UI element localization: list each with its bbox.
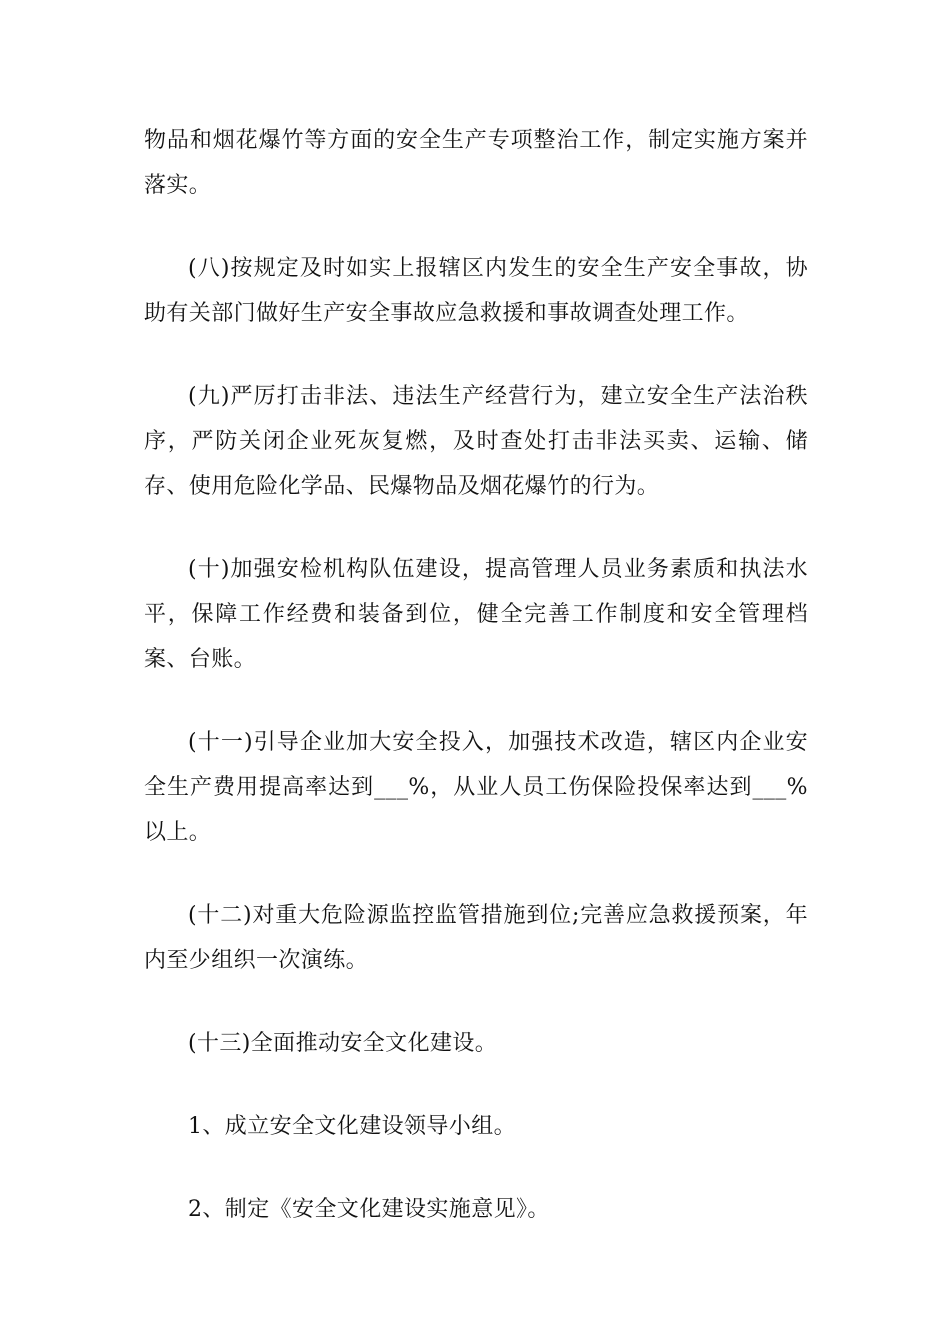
paragraph-item-10: (十)加强安检机构队伍建设，提高管理人员业务素质和执法水平，保障工作经费和装备到位，健全完善工作制度和安全管理档案、台账。 xyxy=(144,557,808,672)
document-body xyxy=(144,118,808,1270)
paragraph-item-12: (十二)对重大危险源监控监管措施到位;完善应急救援预案，年内至少组织一次演练。 xyxy=(144,903,808,973)
paragraph-subitem-2: 2、制定《安全文化建设实施意见》。 xyxy=(188,1197,550,1222)
paragraph-item-9: (九)严厉打击非法、违法生产经营行为，建立安全生产法治秩序，严防关闭企业死灰复燃，及时查处打击非法买卖、运输、储存、使用危险化学品、民爆物品及烟花爆竹的行为。 xyxy=(144,384,808,499)
paragraph-item-13: (十三)全面推动安全文化建设。 xyxy=(188,1031,498,1056)
paragraph-item-8: (八)按规定及时如实上报辖区内发生的安全生产安全事故，协助有关部门做好生产安全事故应急救援和事故调查处理工作。 xyxy=(144,256,808,326)
paragraph-item-11: (十一)引导企业加大安全投入，加强技术改造，辖区内企业安全生产费用提高率达到___%，从业人员工伤保险投保率达到___%以上。 xyxy=(144,730,808,845)
paragraph-subitem-1: 1、成立安全文化建设领导小组。 xyxy=(188,1114,516,1139)
paragraph-continuation: 物品和烟花爆竹等方面的安全生产专项整治工作，制定实施方案并落实。 xyxy=(144,128,808,198)
